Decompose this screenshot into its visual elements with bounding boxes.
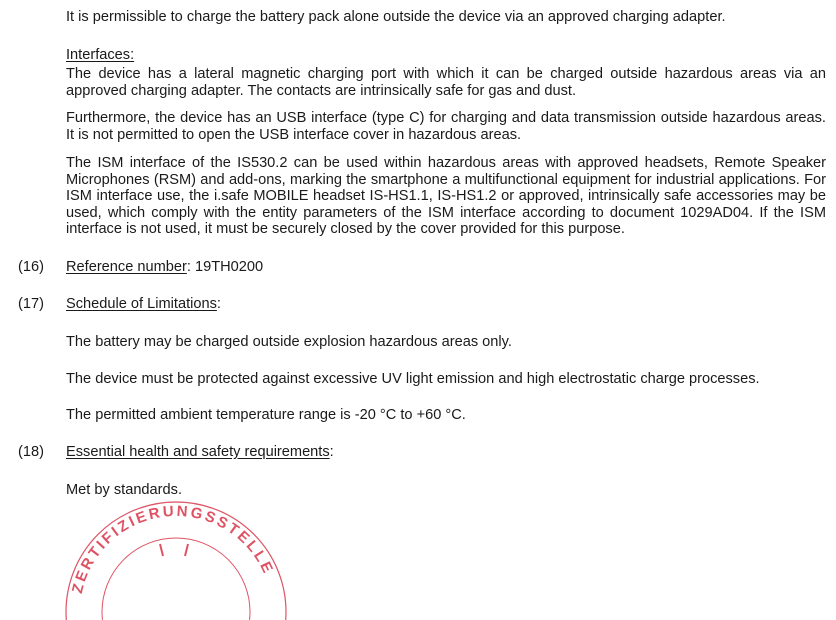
stamp-mark — [185, 544, 188, 556]
section-16-heading: Reference number — [66, 259, 187, 275]
section-17-heading: Schedule of Limitations — [66, 296, 217, 312]
section-18-line — [66, 444, 826, 461]
charging-adapter-paragraph: It is permissible to charge the battery pack alone outside the device via an approved charging adapter. — [66, 9, 726, 25]
limitation-item: The permitted ambient temperature range is -20 °C to +60 °C. — [66, 407, 466, 423]
stamp-inner-ring — [102, 538, 250, 620]
usb-interface-paragraph: Furthermore, the device has an USB interface (type C) for charging and data transmission outside hazardous areas. It is not permitted to open the USB interface cover in hazardous areas. — [66, 110, 826, 143]
interfaces-heading — [66, 47, 826, 64]
section-17-line — [66, 296, 826, 313]
section-17-suffix: : — [216, 296, 221, 312]
section-16-value: : 19TH0200 — [186, 259, 264, 275]
stamp-mark — [160, 544, 163, 556]
stamp-text: ZERTIFIZIERUNGSSTELLE — [68, 502, 278, 596]
limitation-item: The device must be protected against excessive UV light emission and high electrostatic charge processes. — [66, 371, 760, 387]
ism-interface-paragraph: The ISM interface of the IS530.2 can be used within hazardous areas with approved headsets, Remote Speaker Microphones (RSM) and add-ons, marking the smartphone a multifunctional equipment for industrial applications. For ISM interface use, the i.safe MOBILE headset IS-HS1.1, IS-HS1.2 or approved, intrinsically safe accessories may be used, which comply with the entity parameters of the ISM interface according to document 1029AD04. If the ISM interface is not used, it must be securely closed by the cover provided for this purpose. — [66, 155, 826, 237]
section-16-line — [66, 259, 826, 276]
interfaces-heading-text: Interfaces: — [66, 47, 135, 63]
limitation-item: The battery may be charged outside explosion hazardous areas only. — [66, 334, 512, 350]
section-18-suffix: : — [329, 444, 334, 460]
section-18-value: Met by standards. — [66, 482, 182, 498]
certification-stamp — [60, 500, 300, 620]
section-18-number: (18) — [18, 444, 44, 460]
interfaces-paragraph: The device has a lateral magnetic charging port with which it can be charged outside hazardous areas via an approved charging adapter. The contacts are intrinsically safe for gas and dust. — [66, 66, 826, 99]
section-18-heading: Essential health and safety requirements — [66, 444, 330, 460]
section-17-number: (17) — [18, 296, 44, 312]
section-16-number: (16) — [18, 259, 44, 275]
